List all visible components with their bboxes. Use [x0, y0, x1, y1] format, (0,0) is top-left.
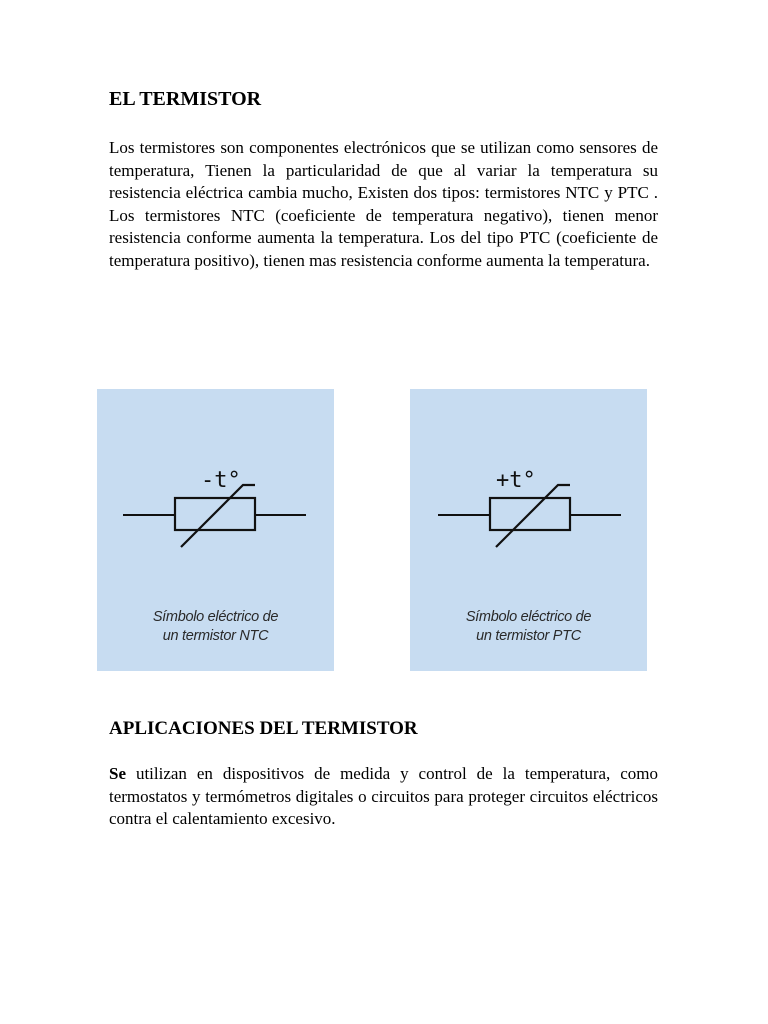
- ntc-symbol-label: -t°: [201, 468, 241, 493]
- ptc-caption-line1: Símbolo eléctrico de: [465, 609, 592, 625]
- ntc-caption: [97, 608, 334, 646]
- applications-lead: Se: [109, 764, 126, 783]
- intro-paragraph: Los termistores son componentes electrónicos que se utilizan como sensores de temperatura, Tienen la particularidad de que al variar la temperatura su resistencia eléctrica cambia mucho, Existen dos tipos: termistores NTC y PTC . Los termistores NTC (coeficiente de temperatura negativo), tienen menor resistencia conforme aumenta la temperatura. Los del tipo PTC (coeficiente de temperatura positivo), tienen mas resistencia conforme aumenta la temperatura.: [109, 138, 658, 270]
- applications-paragraph: [109, 763, 658, 831]
- ptc-caption-line2: un termistor PTC: [476, 628, 581, 644]
- applications-text: utilizan en dispositivos de medida y control de la temperatura, como termostatos y termómetros digitales o circuitos para proteger circuitos eléctricos contra el calentamiento excesivo.: [109, 764, 658, 828]
- applications-heading: APLICACIONES DEL TERMISTOR: [109, 718, 418, 739]
- ntc-caption-line2: un termistor NTC: [162, 628, 269, 644]
- ptc-symbol-label: +t°: [496, 468, 536, 493]
- ptc-caption: [410, 608, 647, 646]
- page-title: EL TERMISTOR: [109, 88, 262, 110]
- ntc-symbol-figure: [97, 389, 334, 671]
- ntc-caption-line1: Símbolo eléctrico de: [152, 609, 279, 625]
- ptc-symbol-figure: [410, 389, 647, 671]
